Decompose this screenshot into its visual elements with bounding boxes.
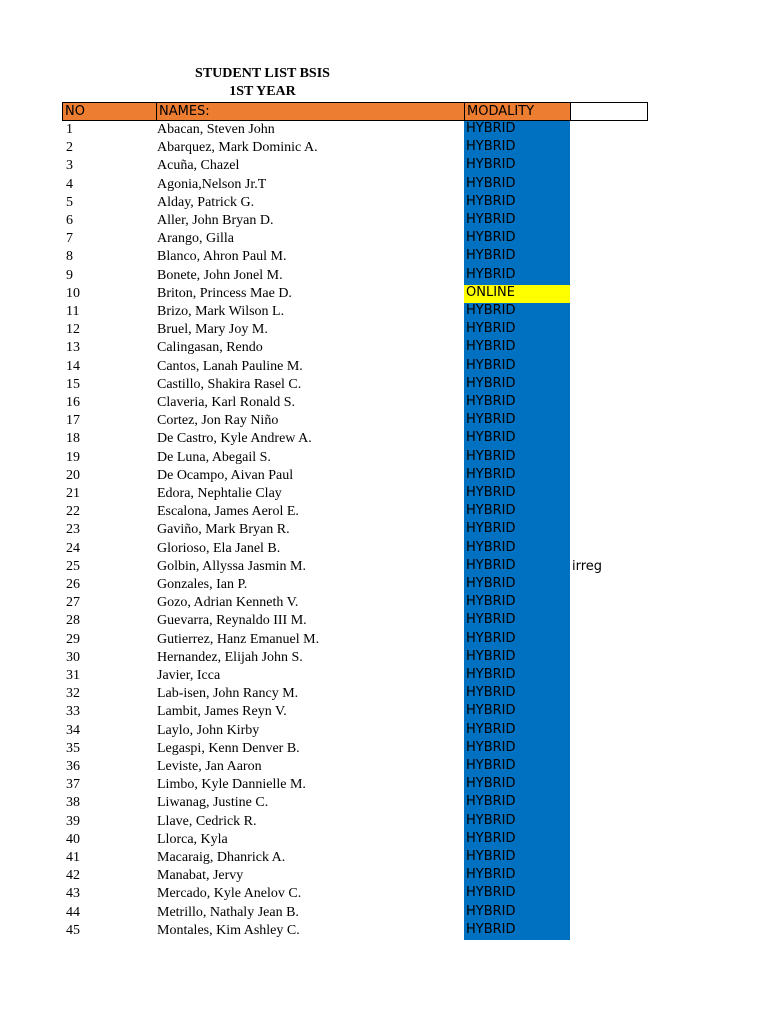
modality-cell[interactable]: HYBRID: [464, 594, 570, 612]
modality-cell[interactable]: HYBRID: [464, 612, 570, 630]
modality-cell[interactable]: HYBRID: [464, 467, 570, 485]
table-row: [0, 813, 768, 831]
table-row: [0, 412, 768, 430]
student-name-cell[interactable]: Alday, Patrick G.: [157, 194, 255, 210]
modality-cell[interactable]: HYBRID: [464, 449, 570, 467]
student-name-cell[interactable]: Gozo, Adrian Kenneth V.: [157, 595, 299, 611]
student-number-cell[interactable]: 4: [66, 176, 73, 192]
table-row: [0, 121, 768, 139]
table-row: [0, 703, 768, 721]
modality-cell[interactable]: HYBRID: [464, 849, 570, 867]
student-name-cell[interactable]: Castillo, Shakira Rasel C.: [157, 376, 302, 392]
table-row: [0, 540, 768, 558]
student-name-cell[interactable]: Cortez, Jon Ray Niño: [157, 413, 279, 429]
modality-cell[interactable]: HYBRID: [464, 831, 570, 849]
modality-cell[interactable]: HYBRID: [464, 558, 570, 576]
table-row: [0, 576, 768, 594]
student-number-cell[interactable]: 16: [66, 395, 80, 410]
modality-cell[interactable]: HYBRID: [464, 157, 570, 175]
student-name-cell[interactable]: De Luna, Abegail S.: [157, 449, 271, 465]
student-number-cell[interactable]: 42: [66, 868, 80, 884]
table-row: [0, 485, 768, 503]
table-row: [0, 394, 768, 412]
student-number-cell[interactable]: 45: [66, 922, 80, 938]
modality-cell[interactable]: HYBRID: [464, 139, 570, 157]
student-number-cell[interactable]: 32: [66, 686, 80, 702]
modality-cell[interactable]: HYBRID: [464, 194, 570, 212]
note-cell[interactable]: irreg: [572, 558, 603, 574]
table-row: [0, 358, 768, 376]
student-name-cell[interactable]: Escalona, James Aerol E.: [157, 504, 299, 520]
student-number-cell[interactable]: 25: [66, 558, 80, 574]
student-number-cell[interactable]: 29: [66, 631, 80, 647]
modality-cell[interactable]: HYBRID: [464, 321, 570, 339]
student-number-cell[interactable]: 23: [66, 522, 80, 538]
table-row: [0, 248, 768, 266]
student-name-cell[interactable]: Guevarra, Reynaldo III M.: [157, 613, 307, 629]
table-row: [0, 230, 768, 248]
student-number-cell[interactable]: 2: [66, 140, 73, 156]
table-row: [0, 376, 768, 394]
table-row: [0, 594, 768, 612]
student-number-cell[interactable]: 19: [66, 449, 80, 465]
table-row: [0, 339, 768, 357]
student-name-cell[interactable]: Javier, Icca: [157, 668, 221, 683]
student-number-cell[interactable]: 26: [66, 577, 80, 592]
student-number-cell[interactable]: 14: [66, 358, 80, 374]
student-name-cell[interactable]: Liwanag, Justine C.: [157, 795, 269, 811]
student-name-cell[interactable]: Golbin, Allyssa Jasmin M.: [157, 558, 306, 574]
student-name-cell[interactable]: Lambit, James Reyn V.: [157, 704, 287, 720]
table-row: [0, 867, 768, 885]
student-name-cell[interactable]: Agonia,Nelson Jr.T: [157, 176, 267, 192]
table-row: [0, 831, 768, 849]
student-name-cell[interactable]: Bruel, Mary Joy M.: [157, 322, 268, 338]
student-name-cell[interactable]: Edora, Nephtalie Clay: [157, 486, 282, 501]
table-row: [0, 449, 768, 467]
table-row: [0, 176, 768, 194]
page-subtitle: 1ST YEAR: [229, 84, 296, 99]
table-row: [0, 776, 768, 794]
student-number-cell[interactable]: 10: [66, 285, 80, 301]
modality-cell[interactable]: HYBRID: [464, 685, 570, 703]
student-name-cell[interactable]: Arango, Gilla: [157, 231, 234, 247]
student-name-cell[interactable]: Aller, John Bryan D.: [157, 213, 274, 228]
modality-cell[interactable]: HYBRID: [464, 485, 570, 503]
student-number-cell[interactable]: 30: [66, 649, 80, 665]
modality-cell[interactable]: HYBRID: [464, 248, 570, 266]
modality-cell[interactable]: HYBRID: [464, 176, 570, 194]
student-name-cell[interactable]: Macaraig, Dhanrick A.: [157, 850, 286, 865]
table-row: [0, 157, 768, 175]
student-number-cell[interactable]: 11: [66, 304, 80, 319]
modality-cell[interactable]: HYBRID: [464, 339, 570, 357]
table-row: [0, 794, 768, 812]
modality-cell[interactable]: HYBRID: [464, 813, 570, 831]
modality-cell[interactable]: HYBRID: [464, 649, 570, 667]
student-number-cell[interactable]: 27: [66, 595, 80, 611]
student-name-cell[interactable]: Leviste, Jan Aaron: [157, 759, 262, 774]
student-number-cell[interactable]: 37: [66, 777, 80, 793]
student-number-cell[interactable]: 40: [66, 831, 80, 847]
student-name-cell[interactable]: Laylo, John Kirby: [157, 722, 260, 738]
header-no[interactable]: NO: [62, 102, 156, 121]
student-name-cell[interactable]: Briton, Princess Mae D.: [157, 285, 292, 301]
student-name-cell[interactable]: De Castro, Kyle Andrew A.: [157, 431, 312, 447]
modality-cell[interactable]: HYBRID: [464, 776, 570, 794]
modality-cell[interactable]: HYBRID: [464, 740, 570, 758]
student-name-cell[interactable]: Brizo, Mark Wilson L.: [157, 304, 285, 319]
student-number-cell[interactable]: 41: [66, 850, 80, 865]
modality-cell[interactable]: HYBRID: [464, 503, 570, 521]
student-number-cell[interactable]: 24: [66, 540, 80, 556]
modality-cell[interactable]: HYBRID: [464, 303, 570, 321]
modality-cell[interactable]: HYBRID: [464, 376, 570, 394]
table-row: [0, 758, 768, 776]
student-number-cell[interactable]: 18: [66, 431, 80, 447]
page-title: STUDENT LIST BSIS: [195, 66, 330, 81]
modality-cell[interactable]: HYBRID: [464, 794, 570, 812]
student-name-cell[interactable]: Abarquez, Mark Dominic A.: [157, 140, 318, 156]
student-number-cell[interactable]: 43: [66, 886, 80, 902]
student-number-cell[interactable]: 39: [66, 813, 80, 829]
table-row: [0, 558, 768, 576]
table-row: [0, 685, 768, 703]
student-name-cell[interactable]: Mercado, Kyle Anelov C.: [157, 886, 302, 902]
table-row: [0, 521, 768, 539]
student-number-cell[interactable]: 9: [66, 267, 73, 283]
table-row: [0, 922, 768, 940]
table-row: [0, 285, 768, 303]
table-row: [0, 849, 768, 867]
student-name-cell[interactable]: Llave, Cedrick R.: [157, 813, 257, 829]
modality-cell[interactable]: HYBRID: [464, 758, 570, 776]
student-name-cell[interactable]: Acuña, Chazel: [157, 158, 240, 174]
student-number-cell[interactable]: 34: [66, 722, 80, 738]
modality-cell[interactable]: HYBRID: [464, 412, 570, 430]
table-row: [0, 722, 768, 740]
table-row: [0, 321, 768, 339]
student-number-cell[interactable]: 44: [66, 904, 80, 920]
table-row: [0, 631, 768, 649]
student-name-cell[interactable]: Limbo, Kyle Dannielle M.: [157, 777, 306, 793]
modality-cell[interactable]: HYBRID: [464, 667, 570, 685]
modality-cell[interactable]: ONLINE: [464, 285, 570, 303]
table-row: [0, 649, 768, 667]
modality-cell[interactable]: HYBRID: [464, 267, 570, 285]
student-name-cell[interactable]: Calingasan, Rendo: [157, 340, 263, 356]
table-row: [0, 194, 768, 212]
modality-cell[interactable]: HYBRID: [464, 521, 570, 539]
student-number-cell[interactable]: 35: [66, 740, 80, 756]
modality-cell[interactable]: HYBRID: [464, 121, 570, 139]
student-number-cell[interactable]: 7: [66, 231, 73, 247]
modality-cell[interactable]: HYBRID: [464, 922, 570, 940]
table-row: [0, 212, 768, 230]
student-number-cell[interactable]: 1: [66, 122, 73, 137]
modality-cell[interactable]: HYBRID: [464, 631, 570, 649]
student-name-cell[interactable]: Glorioso, Ela Janel B.: [157, 540, 281, 556]
modality-cell[interactable]: HYBRID: [464, 230, 570, 248]
table-row: [0, 430, 768, 448]
modality-cell[interactable]: HYBRID: [464, 885, 570, 903]
student-name-cell[interactable]: Llorca, Kyla: [157, 831, 228, 847]
student-name-cell[interactable]: Cantos, Lanah Pauline M.: [157, 358, 303, 374]
student-number-cell[interactable]: 33: [66, 704, 80, 720]
student-number-cell[interactable]: 15: [66, 376, 80, 392]
modality-cell[interactable]: HYBRID: [464, 430, 570, 448]
student-name-cell[interactable]: Gonzales, Ian P.: [157, 577, 248, 592]
student-name-cell[interactable]: Hernandez, Elijah John S.: [157, 649, 303, 665]
modality-cell[interactable]: HYBRID: [464, 867, 570, 885]
table-row: [0, 885, 768, 903]
modality-cell[interactable]: HYBRID: [464, 904, 570, 922]
student-name-cell[interactable]: Manabat, Jervy: [157, 868, 244, 884]
table-row: [0, 503, 768, 521]
student-number-cell[interactable]: 13: [66, 340, 80, 356]
student-number-cell[interactable]: 8: [66, 249, 73, 265]
table-row: [0, 667, 768, 685]
table-row: [0, 740, 768, 758]
student-number-cell[interactable]: 3: [66, 158, 73, 174]
student-name-cell[interactable]: Claveria, Karl Ronald S.: [157, 395, 296, 410]
student-name-cell[interactable]: Lab-isen, John Rancy M.: [157, 686, 299, 702]
student-name-cell[interactable]: Legaspi, Kenn Denver B.: [157, 740, 300, 756]
table-row: [0, 612, 768, 630]
student-number-cell[interactable]: 22: [66, 504, 80, 520]
table-row: [0, 904, 768, 922]
modality-cell[interactable]: HYBRID: [464, 212, 570, 230]
student-number-cell[interactable]: 36: [66, 759, 80, 774]
student-number-cell[interactable]: 28: [66, 613, 80, 629]
student-name-cell[interactable]: Blanco, Ahron Paul M.: [157, 249, 287, 265]
student-name-cell[interactable]: Metrillo, Nathaly Jean B.: [157, 904, 299, 920]
student-number-cell[interactable]: 12: [66, 322, 80, 338]
student-name-cell[interactable]: De Ocampo, Aivan Paul: [157, 467, 294, 483]
student-number-cell[interactable]: 31: [66, 668, 80, 683]
student-name-cell[interactable]: Bonete, John Jonel M.: [157, 267, 283, 283]
header-names[interactable]: NAMES:: [156, 102, 464, 121]
student-number-cell[interactable]: 6: [66, 213, 73, 228]
modality-cell[interactable]: HYBRID: [464, 703, 570, 721]
modality-cell[interactable]: HYBRID: [464, 722, 570, 740]
student-name-cell[interactable]: Gutierrez, Hanz Emanuel M.: [157, 631, 320, 647]
modality-cell[interactable]: HYBRID: [464, 394, 570, 412]
student-number-cell[interactable]: 5: [66, 194, 73, 210]
header-empty-cell[interactable]: [570, 102, 648, 121]
student-number-cell[interactable]: 20: [66, 467, 80, 483]
modality-cell[interactable]: HYBRID: [464, 540, 570, 558]
student-name-cell[interactable]: Abacan, Steven John: [157, 122, 275, 137]
table-row: [0, 303, 768, 321]
student-number-cell[interactable]: 38: [66, 795, 80, 811]
header-modality[interactable]: MODALITY: [464, 102, 570, 121]
modality-cell[interactable]: HYBRID: [464, 576, 570, 594]
modality-cell[interactable]: HYBRID: [464, 358, 570, 376]
student-number-cell[interactable]: 17: [66, 413, 80, 429]
table-row: [0, 267, 768, 285]
table-row: [0, 467, 768, 485]
student-name-cell[interactable]: Montales, Kim Ashley C.: [157, 922, 300, 938]
student-number-cell[interactable]: 21: [66, 486, 80, 501]
table-row: [0, 139, 768, 157]
student-name-cell[interactable]: Gaviño, Mark Bryan R.: [157, 522, 290, 538]
